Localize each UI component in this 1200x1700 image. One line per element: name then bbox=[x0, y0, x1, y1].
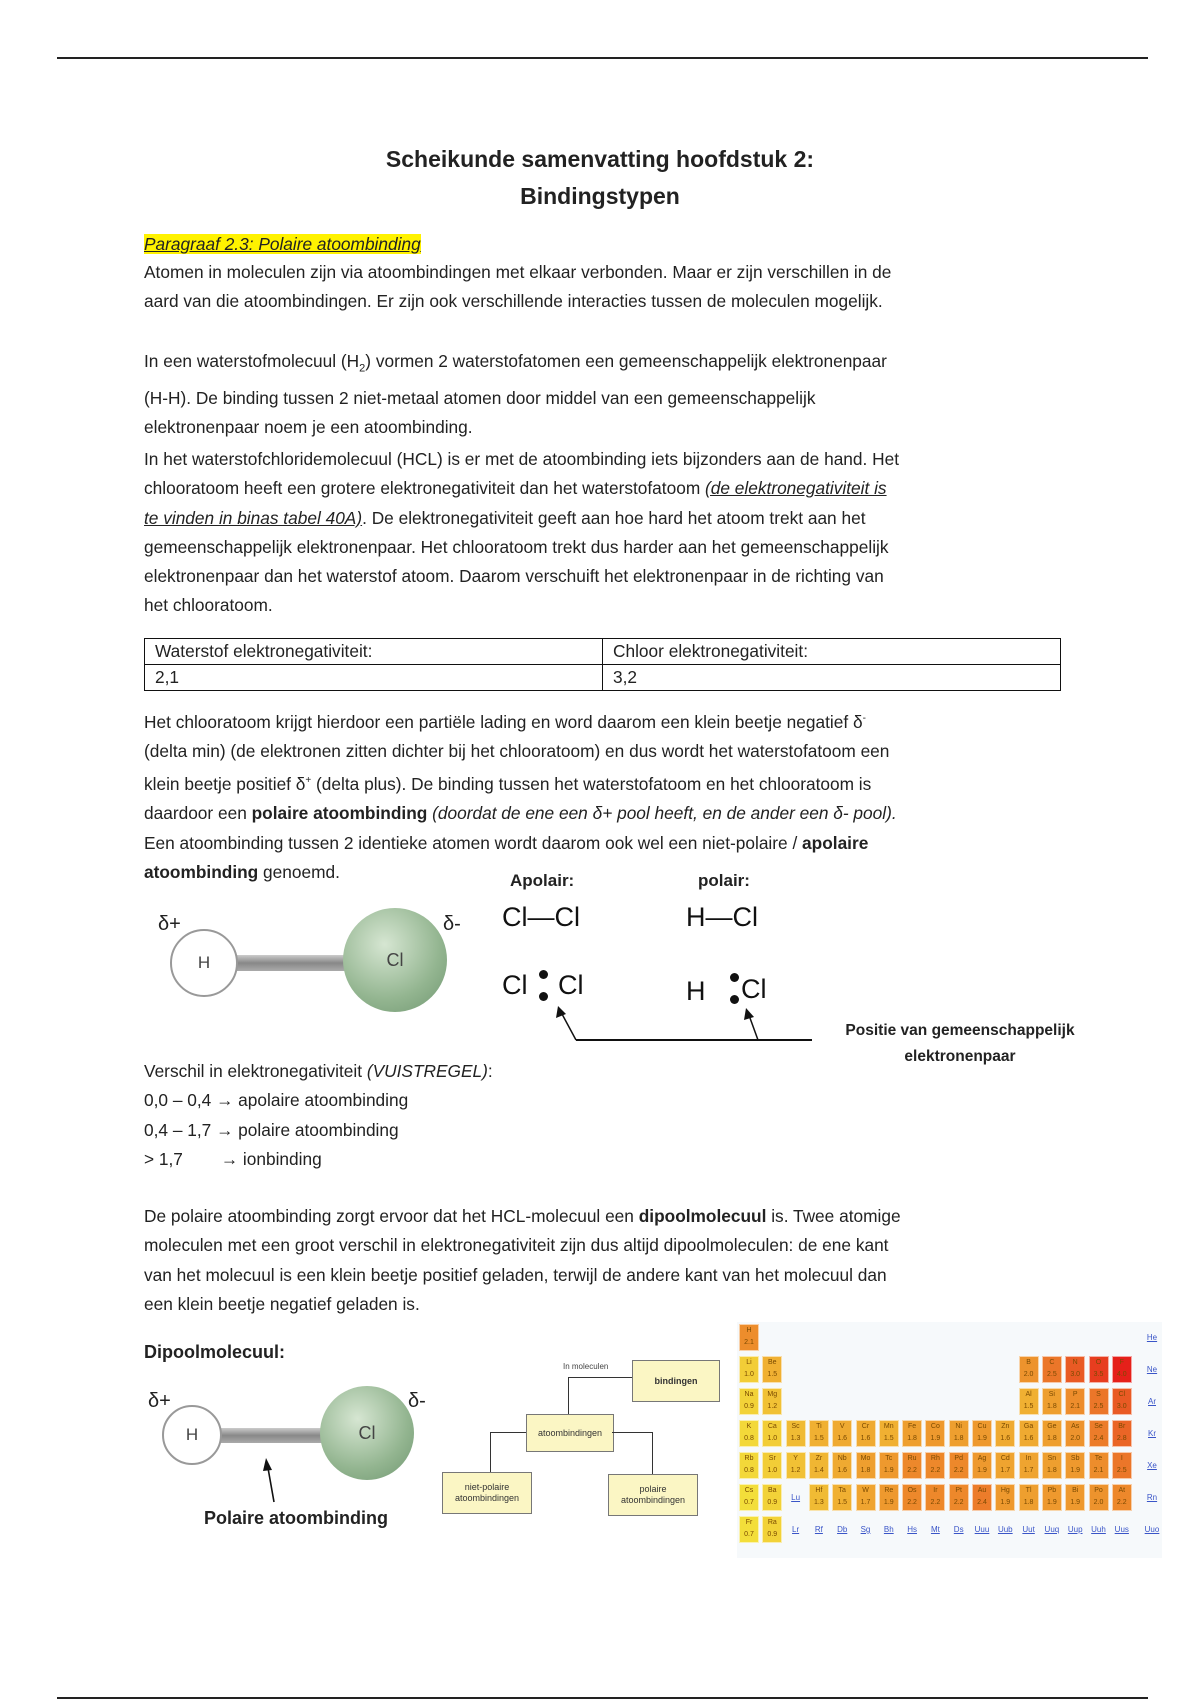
element-cell: Cr 1.6 bbox=[856, 1420, 876, 1447]
paragraph-5 bbox=[144, 1202, 901, 1319]
atom-label: H bbox=[197, 953, 211, 972]
element-cell: Fe 1.8 bbox=[902, 1420, 922, 1447]
text: (delta plus). De binding tussen het waterstofatoom en het chlooratoom is bbox=[311, 774, 872, 795]
element-cell: Pb 1.9 bbox=[1042, 1484, 1062, 1511]
text-line: een klein beetje negatief geladen is. bbox=[144, 1293, 420, 1314]
range: 0,0 – 0,4 bbox=[144, 1090, 212, 1111]
caption-line: Positie van gemeenschappelijk bbox=[845, 1022, 1075, 1039]
element-cell: Bi 1.9 bbox=[1065, 1484, 1085, 1511]
apolair-bond-formula: Cl—Cl bbox=[502, 902, 580, 932]
polair-bond-formula: H—Cl bbox=[686, 902, 758, 932]
pointer-arrows bbox=[540, 1000, 830, 1050]
lewis-cl-right: Cl bbox=[558, 970, 584, 1000]
element-cell: C 2.5 bbox=[1042, 1356, 1062, 1383]
text: chlooratoom heeft een grotere elektronegativiteit dan het waterstofatoom bbox=[144, 478, 706, 499]
element-cell: Sn 1.8 bbox=[1042, 1452, 1062, 1479]
paragraph-1 bbox=[144, 258, 891, 317]
connector-line bbox=[490, 1432, 491, 1472]
doc-subtitle: Bindingstypen bbox=[520, 183, 680, 209]
delta-plus-label: δ+ bbox=[158, 913, 181, 935]
table-header: Chloor elektronegativiteit: bbox=[603, 639, 1061, 665]
italic-text: (doordat de ene een δ+ pool heeft, en de ander een δ- pool). bbox=[427, 803, 897, 824]
element-cell: Li 1.0 bbox=[739, 1356, 759, 1383]
element-cell: F 4.0 bbox=[1112, 1356, 1132, 1383]
atom-label: Cl bbox=[386, 949, 404, 970]
element-cell: Y 1.2 bbox=[786, 1452, 806, 1479]
element-cell: Co 1.9 bbox=[925, 1420, 945, 1447]
element-link[interactable]: Bh bbox=[883, 1525, 894, 1534]
text-line: Atomen in moleculen zijn via atoombindingen met elkaar verbonden. Maar er zijn verschillen in de bbox=[144, 262, 892, 282]
element-cell: Na 0.9 bbox=[739, 1388, 759, 1415]
binas-reference: te vinden in binas tabel 40A) bbox=[144, 507, 363, 528]
flow-box-atoombindingen: atoombindingen bbox=[526, 1414, 614, 1452]
element-cell: Pd 2.2 bbox=[949, 1452, 969, 1479]
element-link[interactable]: Mt bbox=[930, 1525, 940, 1534]
element-cell: H 2.1 bbox=[739, 1324, 759, 1351]
bottom-rule bbox=[57, 1697, 1148, 1699]
text: Het chlooratoom krijgt hierdoor een partiële lading en word daarom een klein beetje negatief δ bbox=[144, 711, 863, 732]
text-line: elektronenpaar noem je een atoombinding. bbox=[144, 417, 473, 438]
bold-term: dipoolmolecuul bbox=[638, 1206, 767, 1226]
italic-text: (VUISTREGEL) bbox=[366, 1061, 488, 1081]
element-cell: I 2.5 bbox=[1112, 1452, 1132, 1479]
chlorine-atom bbox=[343, 908, 447, 1012]
element-cell: Al 1.5 bbox=[1019, 1388, 1039, 1415]
superscript: - bbox=[862, 713, 866, 724]
element-link[interactable]: Uup bbox=[1067, 1525, 1083, 1534]
element-cell: Zn 1.6 bbox=[995, 1420, 1015, 1447]
text: genoemd. bbox=[258, 862, 340, 883]
element-link[interactable]: Lr bbox=[792, 1525, 800, 1534]
table-header: Waterstof elektronegativiteit: bbox=[145, 639, 603, 665]
text-line bbox=[144, 829, 897, 858]
element-cell: Si 1.8 bbox=[1042, 1388, 1062, 1415]
atom-label: Cl bbox=[358, 1422, 376, 1443]
element-link[interactable]: Lu bbox=[791, 1493, 801, 1502]
electronegativity-table bbox=[144, 638, 1061, 691]
element-cell: Cs 0.7 bbox=[739, 1484, 759, 1511]
element-cell: O 3.5 bbox=[1089, 1356, 1109, 1383]
text-line: van het molecuul is een klein beetje positief geladen, terwijl de andere kant van het molecuul dan bbox=[144, 1264, 887, 1285]
arrow-icon: → bbox=[216, 1090, 234, 1111]
text-line bbox=[144, 704, 897, 737]
lewis-cl: Cl bbox=[741, 974, 767, 1004]
arrow-icon bbox=[260, 1458, 280, 1504]
element-cell: Rb 0.8 bbox=[739, 1452, 759, 1479]
element-cell: As 2.0 bbox=[1065, 1420, 1085, 1447]
element-link[interactable]: Uut bbox=[1022, 1525, 1035, 1534]
element-link[interactable]: Xe bbox=[1147, 1461, 1157, 1470]
bond-stick bbox=[215, 1428, 335, 1443]
element-link[interactable]: Uuq bbox=[1044, 1525, 1060, 1534]
text-line bbox=[144, 474, 899, 503]
range: 0,4 – 1,7 bbox=[144, 1119, 212, 1140]
element-cell: Cd 1.7 bbox=[995, 1452, 1015, 1479]
text-line bbox=[144, 799, 897, 828]
element-link[interactable]: Uus bbox=[1114, 1525, 1129, 1534]
element-cell: In 1.7 bbox=[1019, 1452, 1039, 1479]
element-cell: Ir 2.2 bbox=[925, 1484, 945, 1511]
rule-item bbox=[144, 1116, 493, 1145]
flow-in-label: In moleculen bbox=[563, 1362, 609, 1371]
flow-box-polaire: polaire atoombindingen bbox=[608, 1474, 698, 1516]
text: Verschil in elektronegativiteit bbox=[144, 1061, 367, 1081]
element-link[interactable]: He bbox=[1146, 1333, 1158, 1342]
text: In een waterstofmolecuul (H bbox=[144, 351, 360, 371]
text-line: aard van die atoombindingen. Er zijn ook verschillende interacties tussen de moleculen mogelijk. bbox=[144, 291, 883, 312]
element-cell: Tc 1.9 bbox=[879, 1452, 899, 1479]
element-link[interactable]: Uuo bbox=[1144, 1525, 1160, 1534]
element-link[interactable]: Uub bbox=[997, 1525, 1013, 1534]
element-cell: Re 1.9 bbox=[879, 1484, 899, 1511]
element-cell: Rh 2.2 bbox=[925, 1452, 945, 1479]
element-link[interactable]: Rf bbox=[814, 1525, 823, 1534]
flow-box-bindingen: bindingen bbox=[632, 1360, 720, 1402]
arrow-icon: → bbox=[216, 1119, 234, 1140]
superscript: + bbox=[305, 775, 312, 787]
bold-term: polaire atoombinding bbox=[251, 803, 428, 824]
range: > 1,7 bbox=[144, 1148, 183, 1169]
paragraph-4 bbox=[144, 704, 897, 887]
text-line bbox=[144, 1202, 901, 1231]
delta-minus-label: δ- bbox=[408, 1390, 426, 1412]
element-cell: Br 2.8 bbox=[1112, 1420, 1132, 1447]
element-cell: Ni 1.8 bbox=[949, 1420, 969, 1447]
element-link[interactable]: Rn bbox=[1146, 1493, 1158, 1502]
section-heading bbox=[144, 230, 421, 259]
rule-of-thumb bbox=[144, 1057, 493, 1174]
chlorine-atom bbox=[320, 1386, 414, 1480]
doc-title: Scheikunde samenvatting hoofdstuk 2: bbox=[385, 146, 815, 172]
element-cell: N 3.0 bbox=[1065, 1356, 1085, 1383]
element-cell: Ta 1.5 bbox=[832, 1484, 852, 1511]
bold-term: apolaire bbox=[802, 832, 869, 853]
electron-dot bbox=[730, 973, 739, 982]
element-cell: Nb 1.6 bbox=[832, 1452, 852, 1479]
text-line: (delta min) (de elektronen zitten dichter bij het chlooratoom) en dus wordt het waterstofatoom een bbox=[144, 741, 890, 762]
text-line: het chlooratoom. bbox=[144, 595, 273, 616]
section-heading-text: Paragraaf 2.3: Polaire atoombinding bbox=[144, 234, 421, 254]
result: ionbinding bbox=[242, 1148, 322, 1169]
element-cell: Hg 1.9 bbox=[995, 1484, 1015, 1511]
table-cell: 2,1 bbox=[145, 665, 603, 691]
text: ) vormen 2 waterstofatomen een gemeenschappelijk elektronenpaar bbox=[365, 351, 887, 371]
element-cell: Cl 3.0 bbox=[1112, 1388, 1132, 1415]
caption-line: elektronenpaar bbox=[904, 1048, 1016, 1065]
element-cell: W 1.7 bbox=[856, 1484, 876, 1511]
element-cell: Au 2.4 bbox=[972, 1484, 992, 1511]
element-link[interactable]: Ds bbox=[953, 1525, 964, 1534]
table-row bbox=[145, 665, 1061, 691]
table-header-row bbox=[145, 639, 1061, 665]
text-line: moleculen met een groot verschil in elektronegativiteit zijn dus altijd dipoolmoleculen: de ene kant bbox=[144, 1235, 889, 1256]
element-cell: S 2.5 bbox=[1089, 1388, 1109, 1415]
element-cell: P 2.1 bbox=[1065, 1388, 1085, 1415]
element-cell: Po 2.0 bbox=[1089, 1484, 1109, 1511]
element-cell: Pt 2.2 bbox=[949, 1484, 969, 1511]
element-cell: Ba 0.9 bbox=[762, 1484, 782, 1511]
element-link[interactable]: Uuh bbox=[1091, 1525, 1106, 1534]
text-line bbox=[144, 504, 899, 533]
result: apolaire atoombinding bbox=[238, 1090, 409, 1111]
element-cell: Zr 1.4 bbox=[809, 1452, 829, 1479]
text: is. Twee atomige bbox=[766, 1206, 901, 1226]
text: De polaire atoombinding zorgt ervoor dat het HCL-molecuul een bbox=[144, 1206, 639, 1226]
element-cell: K 0.8 bbox=[739, 1420, 759, 1447]
connector-line bbox=[652, 1432, 653, 1474]
element-cell: Ru 2.2 bbox=[902, 1452, 922, 1479]
element-cell: Hf 1.3 bbox=[809, 1484, 829, 1511]
text-line bbox=[144, 1057, 493, 1086]
element-cell: Ag 1.9 bbox=[972, 1452, 992, 1479]
element-link[interactable]: Ar bbox=[1148, 1397, 1156, 1406]
text: daardoor een bbox=[144, 803, 252, 824]
rule-item bbox=[144, 1086, 493, 1115]
element-link[interactable]: Hs bbox=[907, 1525, 917, 1534]
element-cell: Be 1.5 bbox=[762, 1356, 782, 1383]
electron-pair-caption bbox=[820, 1018, 1100, 1070]
element-link[interactable]: Kr bbox=[1148, 1429, 1156, 1438]
element-cell: Fr 0.7 bbox=[739, 1516, 759, 1543]
electron-dot bbox=[539, 970, 548, 979]
element-link[interactable]: Db bbox=[837, 1525, 848, 1534]
connector-line bbox=[490, 1432, 526, 1433]
apolair-label: Apolair: bbox=[510, 871, 575, 890]
element-cell: Sc 1.3 bbox=[786, 1420, 806, 1447]
text: : bbox=[487, 1061, 493, 1081]
polar-bond-caption: Polaire atoombinding bbox=[204, 1508, 389, 1528]
element-cell: Ra 0.9 bbox=[762, 1516, 782, 1543]
top-rule bbox=[57, 57, 1148, 59]
element-link[interactable]: Sg bbox=[860, 1525, 871, 1534]
result: polaire atoombinding bbox=[238, 1119, 399, 1140]
delta-minus-label: δ- bbox=[443, 913, 461, 935]
element-cell: Ti 1.5 bbox=[809, 1420, 829, 1447]
atom-label: H bbox=[185, 1425, 199, 1444]
element-cell: Ga 1.6 bbox=[1019, 1420, 1039, 1447]
text-line: gemeenschappelijk elektronenpaar. Het chlooratoom trekt dus harder aan het gemeenschappelijk bbox=[144, 536, 889, 557]
lewis-h: H bbox=[686, 976, 706, 1006]
text: Een atoombinding tussen 2 identieke atomen wordt daarom ook wel een niet-polaire / bbox=[144, 832, 803, 853]
delta-plus-label: δ+ bbox=[148, 1390, 171, 1412]
element-cell: Te 2.1 bbox=[1089, 1452, 1109, 1479]
bold-term: atoombinding bbox=[144, 862, 259, 883]
polair-label: polair: bbox=[698, 871, 750, 890]
hydrogen-atom bbox=[162, 1405, 222, 1465]
rule-item bbox=[144, 1145, 493, 1174]
element-cell: Mo 1.8 bbox=[856, 1452, 876, 1479]
element-cell: Os 2.2 bbox=[902, 1484, 922, 1511]
text-line: elektronenpaar dan het waterstof atoom. Daarom verschuift het elektronenpaar in de richting van bbox=[144, 566, 884, 587]
paragraph-3 bbox=[144, 445, 899, 621]
arrow-icon: → bbox=[220, 1148, 239, 1169]
hydrogen-atom bbox=[170, 929, 238, 997]
text: klein beetje positief δ bbox=[144, 774, 306, 795]
periodic-table-electronegativity bbox=[737, 1322, 1162, 1558]
element-link[interactable]: Uuu bbox=[974, 1525, 990, 1534]
element-link[interactable]: Ne bbox=[1146, 1365, 1158, 1374]
element-cell: At 2.2 bbox=[1112, 1484, 1132, 1511]
element-cell: Sr 1.0 bbox=[762, 1452, 782, 1479]
connector-line bbox=[568, 1377, 569, 1414]
dipool-heading: Dipoolmolecuul: bbox=[144, 1342, 285, 1362]
text-line: (H-H). De binding tussen 2 niet-metaal atomen door middel van een gemeenschappelijk bbox=[144, 387, 816, 408]
connector-line bbox=[612, 1432, 652, 1433]
element-cell: V 1.6 bbox=[832, 1420, 852, 1447]
binas-reference: (de elektronegativiteit is bbox=[705, 478, 887, 499]
element-cell: Sb 1.9 bbox=[1065, 1452, 1085, 1479]
lewis-cl-left: Cl bbox=[502, 970, 528, 1000]
element-cell: Se 2.4 bbox=[1089, 1420, 1109, 1447]
paragraph-2 bbox=[144, 347, 887, 442]
element-cell: Ca 1.0 bbox=[762, 1420, 782, 1447]
element-cell: Cu 1.9 bbox=[972, 1420, 992, 1447]
table-cell: 3,2 bbox=[603, 665, 1061, 691]
text-line bbox=[144, 347, 887, 384]
connector-line bbox=[568, 1377, 632, 1378]
element-cell: Mn 1.5 bbox=[879, 1420, 899, 1447]
element-cell: Tl 1.8 bbox=[1019, 1484, 1039, 1511]
subscript: 2 bbox=[359, 362, 366, 375]
element-cell: Mg 1.2 bbox=[762, 1388, 782, 1415]
text-line bbox=[144, 766, 897, 799]
text-line: In het waterstofchloridemolecuul (HCL) is er met de atoombinding iets bijzonders aan de hand. Het bbox=[144, 449, 900, 469]
element-cell: B 2.0 bbox=[1019, 1356, 1039, 1383]
text: . De elektronegativiteit geeft aan hoe hard het atoom trekt aan het bbox=[362, 507, 866, 528]
flow-box-niet-polaire: niet-polaire atoombindingen bbox=[442, 1472, 532, 1514]
element-cell: Ge 1.8 bbox=[1042, 1420, 1062, 1447]
